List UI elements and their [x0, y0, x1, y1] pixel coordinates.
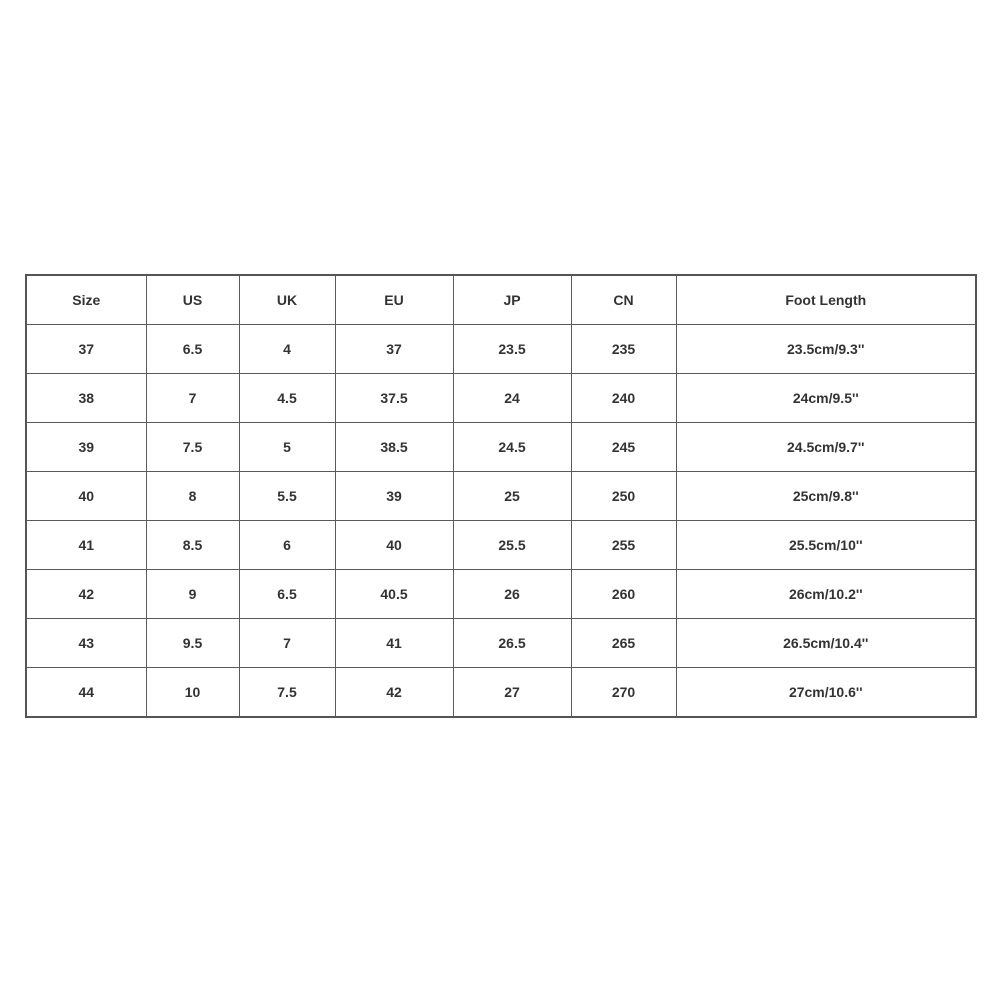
cell-eu: 41 [335, 619, 453, 668]
cell-jp: 27 [453, 668, 571, 718]
cell-cn: 260 [571, 570, 676, 619]
cell-jp: 24.5 [453, 423, 571, 472]
cell-foot-length: 26cm/10.2'' [676, 570, 976, 619]
cell-uk: 7.5 [239, 668, 335, 718]
cell-cn: 265 [571, 619, 676, 668]
table-row [26, 668, 976, 718]
cell-size: 38 [26, 374, 146, 423]
cell-jp: 25 [453, 472, 571, 521]
cell-us: 8 [146, 472, 239, 521]
cell-us: 8.5 [146, 521, 239, 570]
table-row [26, 619, 976, 668]
header-jp: JP [453, 275, 571, 325]
cell-foot-length: 27cm/10.6'' [676, 668, 976, 718]
header-uk: UK [239, 275, 335, 325]
cell-size: 40 [26, 472, 146, 521]
cell-uk: 7 [239, 619, 335, 668]
cell-size: 37 [26, 325, 146, 374]
header-cn: CN [571, 275, 676, 325]
cell-eu: 39 [335, 472, 453, 521]
cell-cn: 250 [571, 472, 676, 521]
cell-foot-length: 23.5cm/9.3'' [676, 325, 976, 374]
cell-us: 9.5 [146, 619, 239, 668]
cell-size: 39 [26, 423, 146, 472]
cell-us: 9 [146, 570, 239, 619]
cell-uk: 5.5 [239, 472, 335, 521]
cell-eu: 38.5 [335, 423, 453, 472]
cell-size: 41 [26, 521, 146, 570]
cell-cn: 240 [571, 374, 676, 423]
cell-cn: 235 [571, 325, 676, 374]
cell-uk: 6.5 [239, 570, 335, 619]
cell-foot-length: 24.5cm/9.7'' [676, 423, 976, 472]
cell-jp: 24 [453, 374, 571, 423]
table-row [26, 423, 976, 472]
cell-foot-length: 24cm/9.5'' [676, 374, 976, 423]
table-row [26, 472, 976, 521]
cell-us: 6.5 [146, 325, 239, 374]
table-row [26, 521, 976, 570]
cell-eu: 42 [335, 668, 453, 718]
cell-uk: 5 [239, 423, 335, 472]
cell-us: 7.5 [146, 423, 239, 472]
table-row [26, 374, 976, 423]
header-foot-length: Foot Length [676, 275, 976, 325]
cell-cn: 245 [571, 423, 676, 472]
cell-eu: 40 [335, 521, 453, 570]
table-row [26, 570, 976, 619]
cell-jp: 26 [453, 570, 571, 619]
cell-foot-length: 25.5cm/10'' [676, 521, 976, 570]
cell-jp: 23.5 [453, 325, 571, 374]
cell-foot-length: 26.5cm/10.4'' [676, 619, 976, 668]
cell-foot-length: 25cm/9.8'' [676, 472, 976, 521]
cell-eu: 37.5 [335, 374, 453, 423]
header-size: Size [26, 275, 146, 325]
cell-us: 7 [146, 374, 239, 423]
cell-uk: 4.5 [239, 374, 335, 423]
header-us: US [146, 275, 239, 325]
cell-us: 10 [146, 668, 239, 718]
table-row [26, 325, 976, 374]
cell-size: 44 [26, 668, 146, 718]
cell-eu: 37 [335, 325, 453, 374]
cell-cn: 270 [571, 668, 676, 718]
cell-uk: 4 [239, 325, 335, 374]
cell-jp: 25.5 [453, 521, 571, 570]
cell-size: 43 [26, 619, 146, 668]
cell-cn: 255 [571, 521, 676, 570]
cell-uk: 6 [239, 521, 335, 570]
cell-eu: 40.5 [335, 570, 453, 619]
cell-jp: 26.5 [453, 619, 571, 668]
header-row [26, 275, 976, 325]
header-eu: EU [335, 275, 453, 325]
cell-size: 42 [26, 570, 146, 619]
size-chart-table [25, 274, 977, 718]
